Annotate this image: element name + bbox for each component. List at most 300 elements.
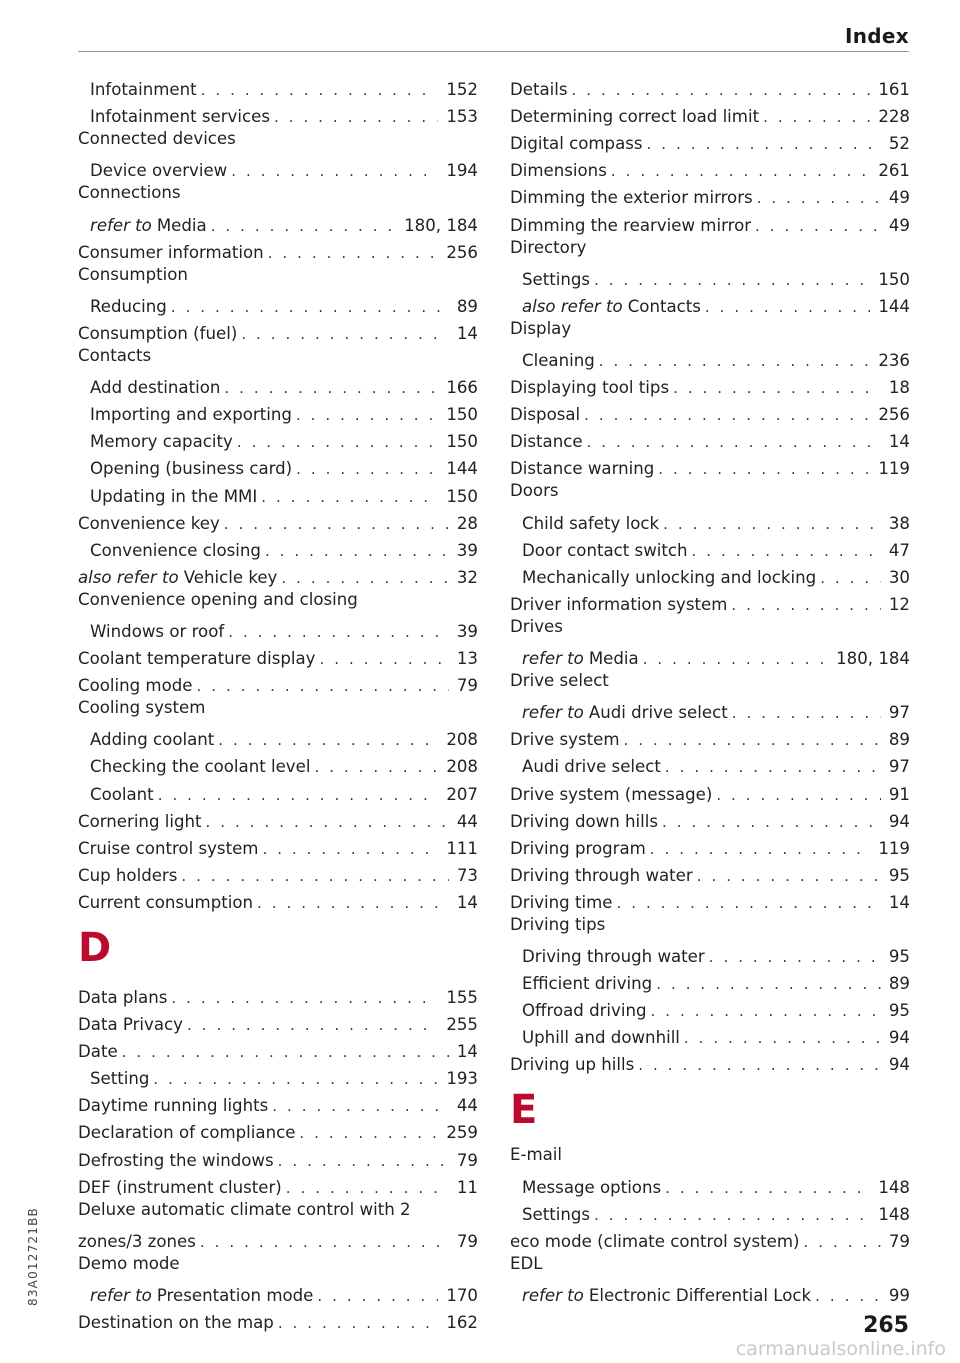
index-entry: [78, 860, 478, 887]
index-entry-text: Opening (business card): [90, 459, 293, 479]
index-entry: [510, 155, 910, 182]
index-entry: [78, 480, 478, 507]
index-heading: [78, 264, 478, 291]
page-reference: 97: [888, 757, 910, 777]
index-heading-text: Cooling system: [78, 698, 206, 718]
index-entry-text: Infotainment: [90, 80, 197, 100]
page-reference: 14: [456, 892, 478, 912]
index-entry-text: Dimming the rearview mirror: [510, 215, 752, 235]
index-entry: [78, 453, 478, 480]
index-entry-text: Contacts: [627, 296, 701, 316]
index-entry-text: Cruise control system: [78, 838, 259, 858]
index-entry-text: Distance warning: [510, 459, 655, 479]
index-heading: [510, 318, 910, 345]
index-heading-text: Driving tips: [510, 914, 606, 934]
cross-reference-label: refer to: [90, 215, 152, 235]
index-entry-text: Current consumption: [78, 892, 254, 912]
page-reference: 208: [446, 730, 478, 750]
index-entry-text: Driving time: [510, 892, 613, 912]
page-reference: 79: [456, 676, 478, 696]
index-entry-text: Uphill and downhill: [522, 1028, 680, 1048]
index-entry-text: Media: [588, 649, 639, 669]
cross-reference-label: refer to: [522, 1286, 584, 1306]
dot-leader: [262, 838, 438, 860]
dot-leader: [599, 350, 871, 372]
dot-leader: [594, 269, 870, 291]
index-entry: [78, 1226, 478, 1253]
dot-leader: [647, 133, 881, 155]
index-entry: [510, 697, 910, 724]
index-entry-text: Child safety lock: [522, 513, 660, 533]
index-entry: [78, 372, 478, 399]
index-entry-text: Details: [510, 80, 568, 100]
dot-leader: [624, 729, 881, 751]
index-entry-text: Dimming the exterior mirrors: [510, 188, 753, 208]
dot-leader: [314, 756, 438, 778]
dot-leader: [319, 648, 448, 670]
index-entry-text: Consumer information: [78, 242, 264, 262]
index-entry-text: Destination on the map: [78, 1313, 274, 1333]
page-reference: 111: [446, 838, 478, 858]
index-entry-text: Distance: [510, 432, 583, 452]
index-heading: [510, 480, 910, 507]
index-entry-text: Consumption (fuel): [78, 323, 238, 343]
index-heading-text: Deluxe automatic climate control with 2: [78, 1199, 411, 1219]
index-heading-text: Directory: [510, 237, 587, 257]
index-entry-text: Driving up hills: [510, 1055, 635, 1075]
page-reference: 170: [446, 1286, 478, 1306]
index-entry-text: Dimensions: [510, 161, 607, 181]
index-entry: [78, 1009, 478, 1036]
index-entry: [510, 941, 910, 968]
page-reference: 94: [888, 811, 910, 831]
index-heading: [78, 1199, 478, 1226]
index-entry-text: Device overview: [90, 161, 228, 181]
cross-reference-label: refer to: [522, 649, 584, 669]
index-entry-text: Importing and exporting: [90, 405, 292, 425]
index-entry: [78, 1144, 478, 1171]
index-heading-text: E-mail: [510, 1145, 563, 1165]
page-reference: 95: [888, 865, 910, 885]
index-entry-text: Driver information system: [510, 594, 728, 614]
index-entry-text: Cup holders: [78, 865, 178, 885]
page-reference: 144: [446, 459, 478, 479]
index-entry: [78, 237, 478, 264]
page-reference: 28: [456, 513, 478, 533]
page-reference: 94: [888, 1055, 910, 1075]
index-entry-text: Convenience key: [78, 513, 220, 533]
index-entry: [510, 182, 910, 209]
page-reference: 155: [446, 988, 478, 1007]
dot-leader: [181, 865, 448, 887]
dot-leader: [317, 1285, 438, 1307]
page-reference: 180, 184: [404, 215, 478, 235]
index-entry-text: Mechanically unlocking and locking: [522, 567, 817, 587]
index-entry-text: eco mode (climate control system): [510, 1231, 800, 1251]
watermark: carmanualsonline.info: [735, 1338, 946, 1360]
index-entry-text: Drive system: [510, 730, 620, 750]
dot-leader: [201, 79, 439, 101]
index-entry: [510, 806, 910, 833]
dot-leader: [278, 1312, 439, 1334]
page-reference: 261: [878, 161, 910, 181]
index-entry: [78, 751, 478, 778]
index-heading: [78, 182, 478, 209]
dot-leader: [716, 784, 881, 806]
index-entry-text: Cleaning: [522, 351, 595, 371]
index-entry-text: zones/3 zones: [78, 1231, 196, 1251]
page-reference: 89: [888, 974, 910, 994]
dot-leader: [697, 865, 881, 887]
dot-leader: [709, 946, 881, 968]
index-heading-text: Drives: [510, 616, 563, 636]
dot-leader: [572, 79, 871, 101]
page-reference: 49: [888, 215, 910, 235]
dot-leader: [224, 377, 438, 399]
page-reference: 256: [446, 242, 478, 262]
page-number: 265: [863, 1313, 909, 1338]
page-reference: 259: [446, 1123, 478, 1143]
index-entry-text: Driving down hills: [510, 811, 659, 831]
page-reference: 79: [456, 1231, 478, 1251]
index-entry: [78, 399, 478, 426]
index-entry-text: Add destination: [90, 378, 221, 398]
page-reference: 194: [446, 161, 478, 181]
index-entry-text: Data plans: [78, 988, 168, 1007]
dot-leader: [658, 458, 870, 480]
dot-leader: [815, 1285, 881, 1307]
index-entry-text: Memory capacity: [90, 432, 233, 452]
index-entry-text: Reducing: [90, 296, 167, 316]
index-entry: [78, 778, 478, 805]
index-entry-text: Audi drive select: [522, 757, 661, 777]
page-reference: 47: [888, 540, 910, 560]
index-entry: [510, 1199, 910, 1226]
index-heading: [78, 1253, 478, 1280]
index-entry-text: Windows or roof: [90, 621, 225, 641]
index-entry: [78, 101, 478, 128]
dot-leader: [820, 567, 881, 589]
index-column-right: [510, 74, 910, 1307]
dot-leader: [206, 811, 449, 833]
index-entry: [510, 535, 910, 562]
index-entry: [78, 1090, 478, 1117]
index-entry: [510, 264, 910, 291]
index-entry: [78, 887, 478, 914]
cross-reference-label: refer to: [522, 703, 584, 723]
index-entry-text: Disposal: [510, 405, 581, 425]
dot-leader: [643, 648, 828, 670]
dot-leader: [638, 1054, 881, 1076]
cross-reference-label: also refer to: [78, 567, 179, 587]
index-entry: [510, 1049, 910, 1076]
index-entry: [510, 426, 910, 453]
index-entry-text: Adding coolant: [90, 730, 215, 750]
page-reference: 180, 184: [836, 649, 910, 669]
dot-leader: [587, 431, 881, 453]
index-entry: [78, 724, 478, 751]
index-entry-text: Setting: [90, 1069, 150, 1089]
dot-leader: [665, 756, 881, 778]
index-entry-text: Driving through water: [522, 947, 705, 967]
index-entry: [78, 508, 478, 535]
page-reference: 150: [446, 405, 478, 425]
index-heading-text: Consumption: [78, 264, 188, 284]
page-reference: 89: [456, 296, 478, 316]
index-entry-text: Settings: [522, 269, 591, 289]
index-entry: [78, 535, 478, 562]
page-reference: 152: [446, 80, 478, 100]
index-entry-text: Offroad driving: [522, 1001, 647, 1021]
dot-leader: [153, 1068, 438, 1090]
index-entry: [510, 968, 910, 995]
cross-reference-label: also refer to: [522, 296, 623, 316]
index-heading: [510, 237, 910, 264]
index-heading: [510, 616, 910, 643]
page-reference: 39: [456, 621, 478, 641]
index-entry: [510, 209, 910, 236]
dot-leader: [272, 1095, 449, 1117]
page-reference: 13: [456, 649, 478, 669]
page-reference: 38: [888, 513, 910, 533]
page-reference: 30: [888, 567, 910, 587]
index-heading-text: Connections: [78, 183, 181, 203]
page-reference: 193: [446, 1069, 478, 1089]
page-header-title: Index: [845, 24, 909, 48]
index-entry: [78, 616, 478, 643]
index-entry-text: Date: [78, 1042, 118, 1062]
index-entry-text: Displaying tool tips: [510, 378, 670, 398]
page-reference: 14: [456, 323, 478, 343]
page-reference: 144: [878, 296, 910, 316]
dot-leader: [241, 323, 449, 345]
cross-reference-label: refer to: [90, 1286, 152, 1306]
index-entry-text: Cornering light: [78, 811, 202, 831]
index-entry-text: Media: [156, 215, 207, 235]
index-heading: [78, 128, 478, 155]
index-entry: [78, 155, 478, 182]
page-reference: 255: [446, 1015, 478, 1035]
index-heading-text: Demo mode: [78, 1253, 180, 1273]
page-reference: 95: [888, 947, 910, 967]
index-heading: [510, 1253, 910, 1280]
index-heading-text: EDL: [510, 1253, 543, 1273]
index-heading-text: Connected devices: [78, 129, 236, 149]
index-entry: [78, 833, 478, 860]
index-entry-text: Defrosting the windows: [78, 1150, 274, 1170]
dot-leader: [171, 296, 449, 318]
page-reference: 99: [888, 1286, 910, 1306]
index-entry: [78, 1172, 478, 1199]
page-reference: 148: [878, 1177, 910, 1197]
index-entry: [510, 101, 910, 128]
index-entry: [510, 833, 910, 860]
index-entry: [510, 995, 910, 1022]
page-reference: 162: [446, 1313, 478, 1333]
dot-leader: [684, 1027, 881, 1049]
index-entry: [510, 345, 910, 372]
page-reference: 208: [446, 757, 478, 777]
index-heading: [510, 1144, 910, 1171]
dot-leader: [763, 106, 870, 128]
dot-leader: [281, 567, 449, 589]
index-entry: [510, 1172, 910, 1199]
index-entry-text: Drive system (message): [510, 784, 713, 804]
page-reference: 256: [878, 405, 910, 425]
index-entry: [510, 291, 910, 318]
page-reference: 39: [456, 540, 478, 560]
index-entry: [510, 128, 910, 155]
index-entry-text: Digital compass: [510, 134, 643, 154]
dot-leader: [611, 160, 870, 182]
dot-leader: [665, 1177, 870, 1199]
dot-leader: [616, 892, 880, 914]
dot-leader: [755, 215, 881, 237]
index-entry: [510, 589, 910, 616]
dot-leader: [211, 215, 396, 237]
dot-leader: [732, 702, 881, 724]
page-reference: 153: [446, 107, 478, 127]
dot-leader: [218, 729, 438, 751]
page-reference: 97: [888, 703, 910, 723]
section-letter-d: [78, 914, 478, 982]
dot-leader: [656, 973, 881, 995]
dot-leader: [274, 106, 438, 128]
dot-leader: [268, 242, 439, 264]
page-reference: 49: [888, 188, 910, 208]
page-reference: 119: [878, 459, 910, 479]
page-reference: 91: [888, 784, 910, 804]
dot-leader: [662, 811, 881, 833]
dot-leader: [296, 404, 438, 426]
dot-leader: [757, 187, 881, 209]
page-reference: 14: [456, 1042, 478, 1062]
index-heading: [78, 589, 478, 616]
index-heading-text: Drive select: [510, 671, 609, 691]
page-reference: 148: [878, 1204, 910, 1224]
dot-leader: [228, 621, 449, 643]
dot-leader: [296, 458, 438, 480]
index-entry-text: Coolant: [90, 784, 154, 804]
dot-leader: [224, 513, 449, 535]
index-entry: [510, 643, 910, 670]
page-reference: 95: [888, 1001, 910, 1021]
index-entry: [78, 291, 478, 318]
index-entry-text: Coolant temperature display: [78, 649, 316, 669]
page-reference: 94: [888, 1028, 910, 1048]
index-entry: [78, 1117, 478, 1144]
section-letter-label: E: [510, 1087, 538, 1134]
index-entry-text: Audi drive select: [588, 703, 728, 723]
dot-leader: [122, 1041, 449, 1063]
index-entry-text: Updating in the MMI: [90, 486, 258, 506]
index-entry-text: Declaration of compliance: [78, 1123, 296, 1143]
dot-leader: [299, 1122, 438, 1144]
page-reference: 73: [456, 865, 478, 885]
index-entry: [78, 562, 478, 589]
page-reference: 12: [888, 594, 910, 614]
dot-leader: [650, 838, 871, 860]
page-reference: 44: [456, 811, 478, 831]
dot-leader: [731, 594, 881, 616]
page-reference: 150: [446, 486, 478, 506]
index-entry: [510, 508, 910, 535]
page-reference: 44: [456, 1096, 478, 1116]
page-reference: 14: [888, 892, 910, 912]
index-entry: [510, 887, 910, 914]
index-heading-text: Contacts: [78, 345, 152, 365]
index-column-left: [78, 74, 478, 1334]
index-entry: [78, 1280, 478, 1307]
index-entry-text: Presentation mode: [156, 1286, 314, 1306]
page-reference: 79: [456, 1150, 478, 1170]
dot-leader: [265, 540, 449, 562]
dot-leader: [231, 160, 438, 182]
index-entry-text: Determining correct load limit: [510, 107, 760, 127]
dot-leader: [261, 486, 438, 508]
index-entry: [78, 1063, 478, 1090]
index-entry: [78, 806, 478, 833]
index-entry: [510, 751, 910, 778]
dot-leader: [158, 784, 439, 806]
index-entry: [78, 318, 478, 345]
index-heading: [510, 670, 910, 697]
page-reference: 18: [888, 378, 910, 398]
page-reference: 150: [878, 269, 910, 289]
index-entry: [78, 1307, 478, 1334]
index-entry-text: Door contact switch: [522, 540, 688, 560]
page-reference: 11: [456, 1177, 478, 1197]
index-entry: [510, 399, 910, 426]
page-reference: 166: [446, 378, 478, 398]
document-code: 83A012721BB: [26, 1207, 40, 1306]
index-entry-text: Daytime running lights: [78, 1096, 269, 1116]
dot-leader: [197, 675, 449, 697]
index-entry-text: Driving program: [510, 838, 646, 858]
page-reference: 161: [878, 80, 910, 100]
dot-leader: [278, 1150, 449, 1172]
page-reference: 14: [888, 432, 910, 452]
dot-leader: [237, 431, 438, 453]
index-entry: [510, 74, 910, 101]
dot-leader: [171, 987, 438, 1009]
dot-leader: [692, 540, 881, 562]
page-reference: 207: [446, 784, 478, 804]
index-entry: [510, 724, 910, 751]
dot-leader: [584, 404, 870, 426]
index-entry: [510, 1280, 910, 1307]
index-heading-text: Convenience opening and closing: [78, 589, 358, 609]
page-reference: 32: [456, 567, 478, 587]
index-entry: [510, 372, 910, 399]
index-entry: [78, 74, 478, 101]
section-letter-e: [510, 1076, 910, 1144]
index-heading: [78, 697, 478, 724]
index-heading-text: Doors: [510, 481, 559, 501]
section-letter-label: D: [78, 924, 112, 971]
index-entry: [78, 209, 478, 236]
page-reference: 236: [878, 351, 910, 371]
index-heading: [78, 345, 478, 372]
index-entry-text: Checking the coolant level: [90, 757, 311, 777]
index-entry: [78, 1036, 478, 1063]
dot-leader: [663, 513, 881, 535]
index-entry-text: Vehicle key: [183, 567, 278, 587]
index-heading: [510, 914, 910, 941]
index-entry-text: Settings: [522, 1204, 591, 1224]
index-entry: [78, 643, 478, 670]
index-entry: [510, 453, 910, 480]
